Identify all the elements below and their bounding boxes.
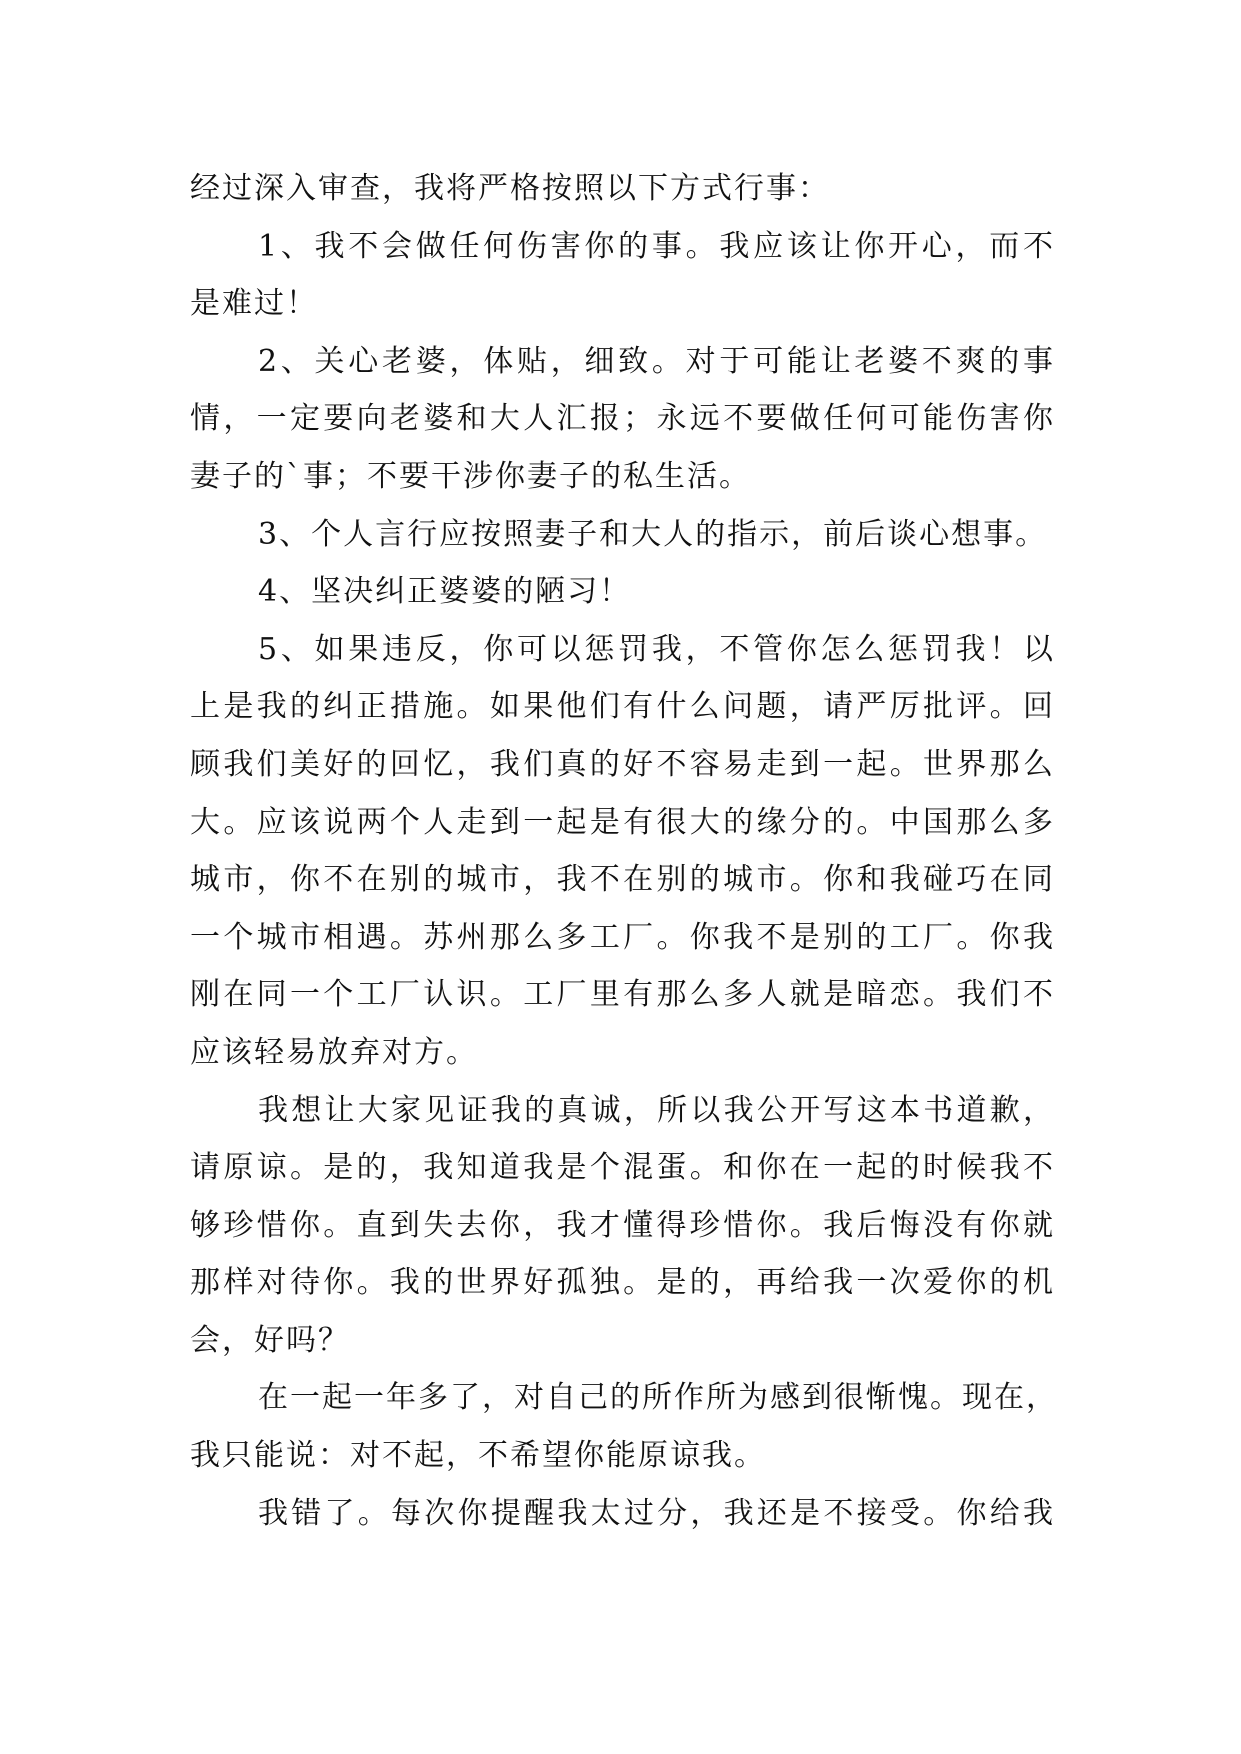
text-line: 妻子的`事；不要干涉你妻子的私生活。 [190, 458, 751, 494]
text-line: 请原谅。是的，我知道我是个混蛋。和你在一起的时候我不 [190, 1150, 1055, 1186]
text-line: 那样对待你。我的世界好孤独。是的，再给我一次爱你的机 [190, 1265, 1055, 1301]
text-line: 城市，你不在别的城市，我不在别的城市。你和我碰巧在同 [190, 862, 1055, 898]
text-line: 我想让大家见证我的真诚，所以我公开写这本书道歉， [258, 1092, 1055, 1128]
text-line: 上是我的纠正措施。如果他们有什么问题，请严厉批评。回 [190, 689, 1055, 725]
text-line: 够珍惜你。直到失去你，我才懂得珍惜你。我后悔没有你就 [190, 1207, 1055, 1243]
document-body [190, 160, 1058, 1542]
text-line: 是难过！ [190, 286, 318, 322]
text-line: 5、如果违反，你可以惩罚我，不管你怎么惩罚我！以 [258, 631, 1055, 667]
text-line: 经过深入审查，我将严格按照以下方式行事： [190, 171, 830, 206]
text-line: 3、个人言行应按照妻子和大人的指示，前后谈心想事。 [258, 516, 1048, 552]
text-line: 顾我们美好的回忆，我们真的好不容易走到一起。世界那么 [190, 746, 1055, 782]
text-line: 我只能说：对不起，不希望你能原谅我。 [190, 1438, 766, 1474]
text-line: 会，好吗？ [190, 1322, 350, 1358]
text-line: 一个城市相遇。苏州那么多工厂。你我不是别的工厂。你我 [190, 919, 1055, 955]
text-line: 在一起一年多了，对自己的所作所为感到很惭愧。现在， [258, 1380, 1058, 1416]
text-line: 情，一定要向老婆和大人汇报；永远不要做任何可能伤害你 [190, 401, 1055, 437]
text-line: 我错了。每次你提醒我太过分，我还是不接受。你给我 [258, 1495, 1055, 1531]
text-line: 4、坚决纠正婆婆的陋习！ [258, 574, 632, 610]
text-line: 1、我不会做任何伤害你的事。我应该让你开心，而不 [258, 228, 1055, 264]
text-line: 大。应该说两个人走到一起是有很大的缘分的。中国那么多 [190, 804, 1055, 840]
text-line: 刚在同一个工厂认识。工厂里有那么多人就是暗恋。我们不 [190, 977, 1055, 1013]
text-line: 应该轻易放弃对方。 [190, 1034, 478, 1070]
text-line: 2、关心老婆，体贴，细致。对于可能让老婆不爽的事 [258, 343, 1055, 379]
